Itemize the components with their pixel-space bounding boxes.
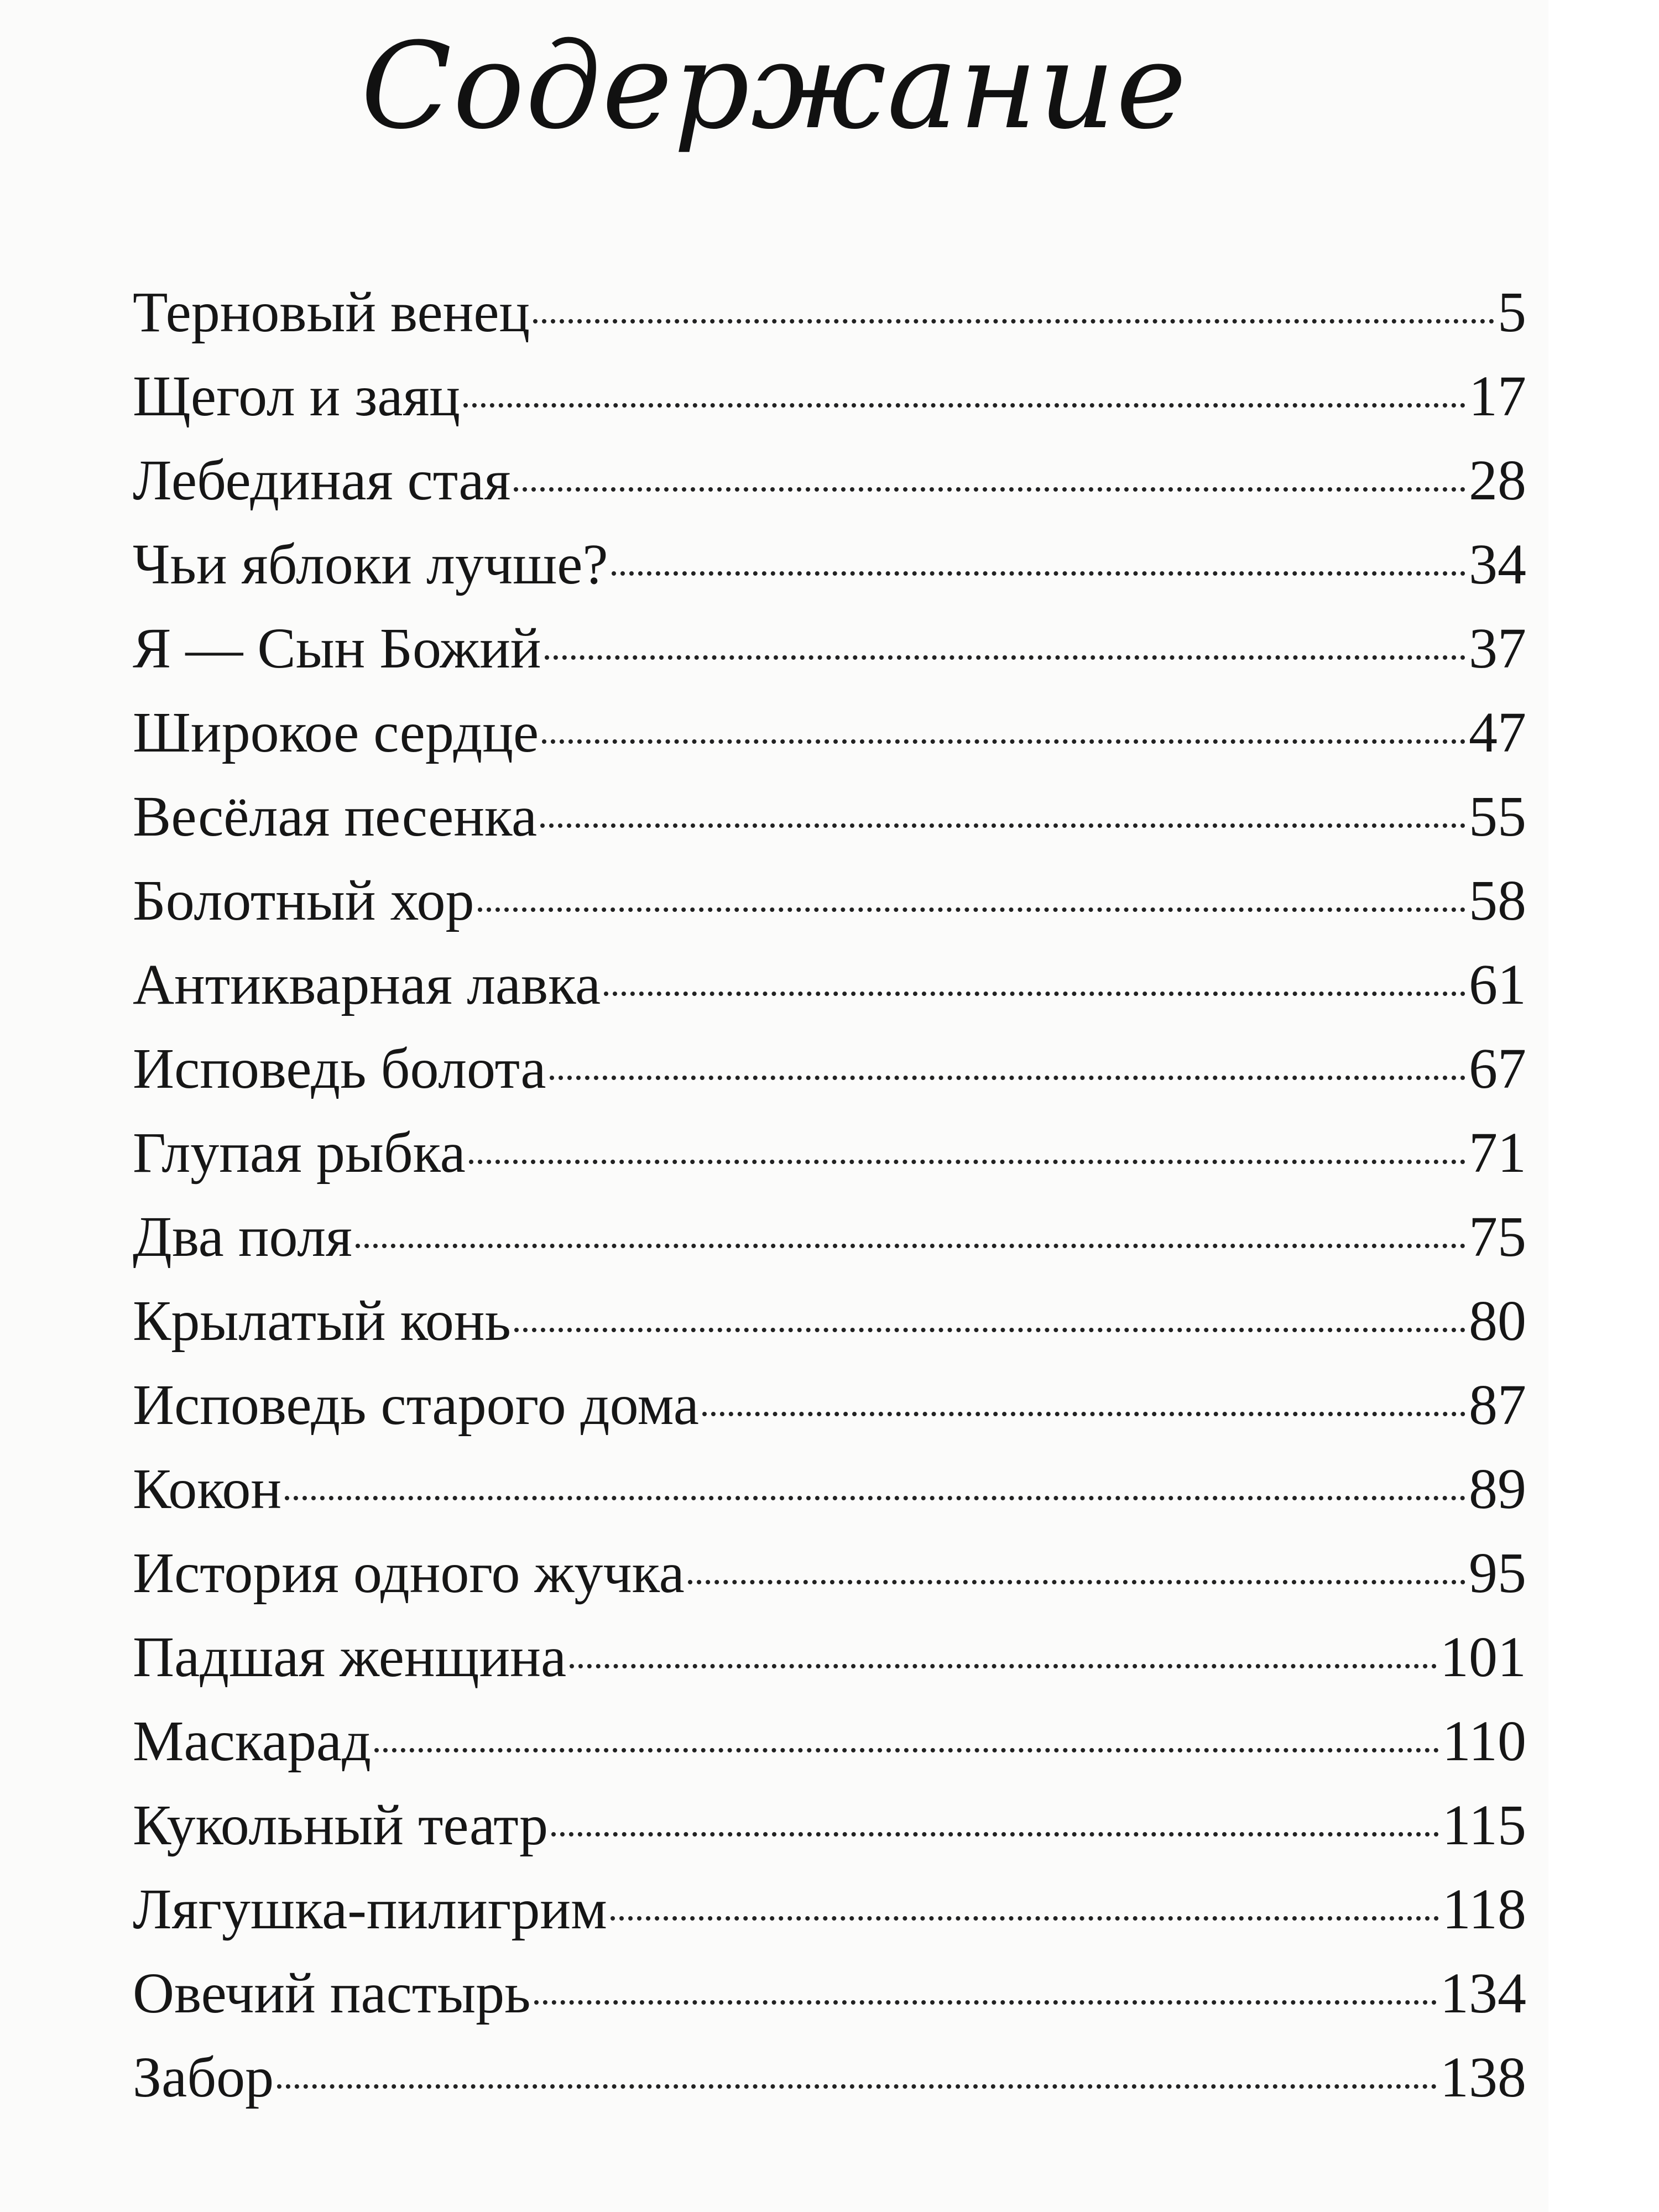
toc-entry [133, 447, 1526, 531]
toc-entry-page-number: 5 [1498, 280, 1526, 344]
toc-entry [133, 1204, 1526, 1288]
toc-entry-page-number: 115 [1442, 1793, 1526, 1857]
toc-entry [133, 1120, 1526, 1204]
toc-entry-title: Падшая женщина [133, 1625, 567, 1689]
toc-entry-page-number: 37 [1469, 617, 1526, 680]
toc-entry-title: Болотный хор [133, 869, 474, 932]
toc-entry-title: Весёлая песенка [133, 785, 538, 848]
toc-entry-title: Глупая рыбка [133, 1121, 466, 1185]
dot-leader [611, 1916, 1439, 1921]
toc-entry [133, 531, 1526, 615]
toc-entry [133, 952, 1526, 1036]
toc-entry-title: Антикварная лавка [133, 953, 601, 1016]
toc-entry-page-number: 55 [1469, 785, 1526, 848]
toc-entry-page-number: 80 [1469, 1289, 1526, 1353]
toc-entry-title: Лебединая стая [133, 448, 511, 512]
toc-entry [133, 700, 1526, 784]
toc-entry [133, 1792, 1526, 1876]
toc-entry [133, 1708, 1526, 1792]
toc-entry-title: Чьи яблоки лучше? [133, 533, 608, 596]
dot-leader [374, 1748, 1439, 1752]
dot-leader [702, 1412, 1465, 1416]
toc-entry-title: Кокон [133, 1457, 282, 1521]
dot-leader [463, 403, 1465, 408]
toc-entry-page-number: 61 [1469, 953, 1526, 1016]
dot-leader [514, 1328, 1465, 1332]
dot-leader [612, 571, 1465, 576]
toc-entry-page-number: 17 [1469, 364, 1526, 428]
toc-entry-page-number: 28 [1469, 448, 1526, 512]
dot-leader [604, 992, 1465, 996]
dot-leader [540, 823, 1465, 828]
toc-entry [133, 1036, 1526, 1120]
toc-entry-page-number: 58 [1469, 869, 1526, 932]
toc-entry-page-number: 47 [1469, 701, 1526, 764]
toc-entry [133, 1876, 1526, 1960]
toc-entry [133, 1456, 1526, 1540]
toc-entry-title: Лягушка-пилигрим [133, 1877, 607, 1941]
toc-entry-page-number: 134 [1440, 1961, 1526, 2025]
page-title: Содержание [361, 17, 1188, 155]
dot-leader [285, 1496, 1465, 1500]
dot-leader [570, 1664, 1437, 1668]
dot-leader [533, 319, 1494, 324]
toc-entry-title: Исповедь старого дома [133, 1373, 699, 1437]
toc-entry-page-number: 87 [1469, 1373, 1526, 1437]
toc-entry-title: Щегол и заяц [133, 364, 461, 428]
dot-leader [514, 487, 1465, 492]
toc-entry-title: История одного жучка [133, 1541, 685, 1605]
toc-entry-title: Я — Сын Божий [133, 617, 541, 680]
toc-entry-page-number: 110 [1442, 1709, 1526, 1773]
toc-entry [133, 1288, 1526, 1372]
dot-leader [545, 655, 1465, 660]
dot-leader [542, 739, 1465, 744]
table-of-contents [133, 279, 1526, 2128]
toc-entry [133, 1624, 1526, 1708]
toc-entry-title: Кукольный театр [133, 1793, 549, 1857]
toc-entry [133, 868, 1526, 952]
toc-entry-title: Исповедь болота [133, 1037, 546, 1100]
toc-entry-page-number: 118 [1442, 1877, 1526, 1941]
toc-entry [133, 1540, 1526, 1624]
toc-entry-page-number: 138 [1440, 2046, 1526, 2109]
toc-entry-page-number: 34 [1469, 533, 1526, 596]
toc-entry-title: Овечий пастырь [133, 1961, 531, 2025]
dot-leader [469, 1160, 1465, 1164]
toc-entry-title: Широкое сердце [133, 701, 539, 764]
dot-leader [356, 1244, 1465, 1248]
toc-entry [133, 1372, 1526, 1456]
toc-entry-page-number: 67 [1469, 1037, 1526, 1100]
dot-leader [277, 2084, 1437, 2089]
toc-entry [133, 279, 1526, 363]
toc-entry-page-number: 75 [1469, 1205, 1526, 1269]
toc-entry-title: Два поля [133, 1205, 352, 1269]
toc-entry-page-number: 89 [1469, 1457, 1526, 1521]
toc-entry [133, 615, 1526, 700]
toc-entry-page-number: 95 [1469, 1541, 1526, 1605]
toc-entry [133, 363, 1526, 447]
toc-entry-title: Терновый венец [133, 280, 530, 344]
dot-leader [550, 1076, 1466, 1080]
dot-leader [551, 1832, 1439, 1837]
toc-entry-page-number: 71 [1469, 1121, 1526, 1185]
toc-entry-title: Маскарад [133, 1709, 371, 1773]
page-margin [1548, 0, 1659, 2212]
toc-entry-title: Крылатый конь [133, 1289, 511, 1353]
toc-entry [133, 1960, 1526, 2044]
toc-entry [133, 2044, 1526, 2128]
dot-leader [478, 907, 1465, 912]
dot-leader [688, 1580, 1465, 1584]
dot-leader [534, 2000, 1437, 2005]
toc-entry-title: Забор [133, 2046, 274, 2109]
toc-entry-page-number: 101 [1440, 1625, 1526, 1689]
toc-entry [133, 784, 1526, 868]
